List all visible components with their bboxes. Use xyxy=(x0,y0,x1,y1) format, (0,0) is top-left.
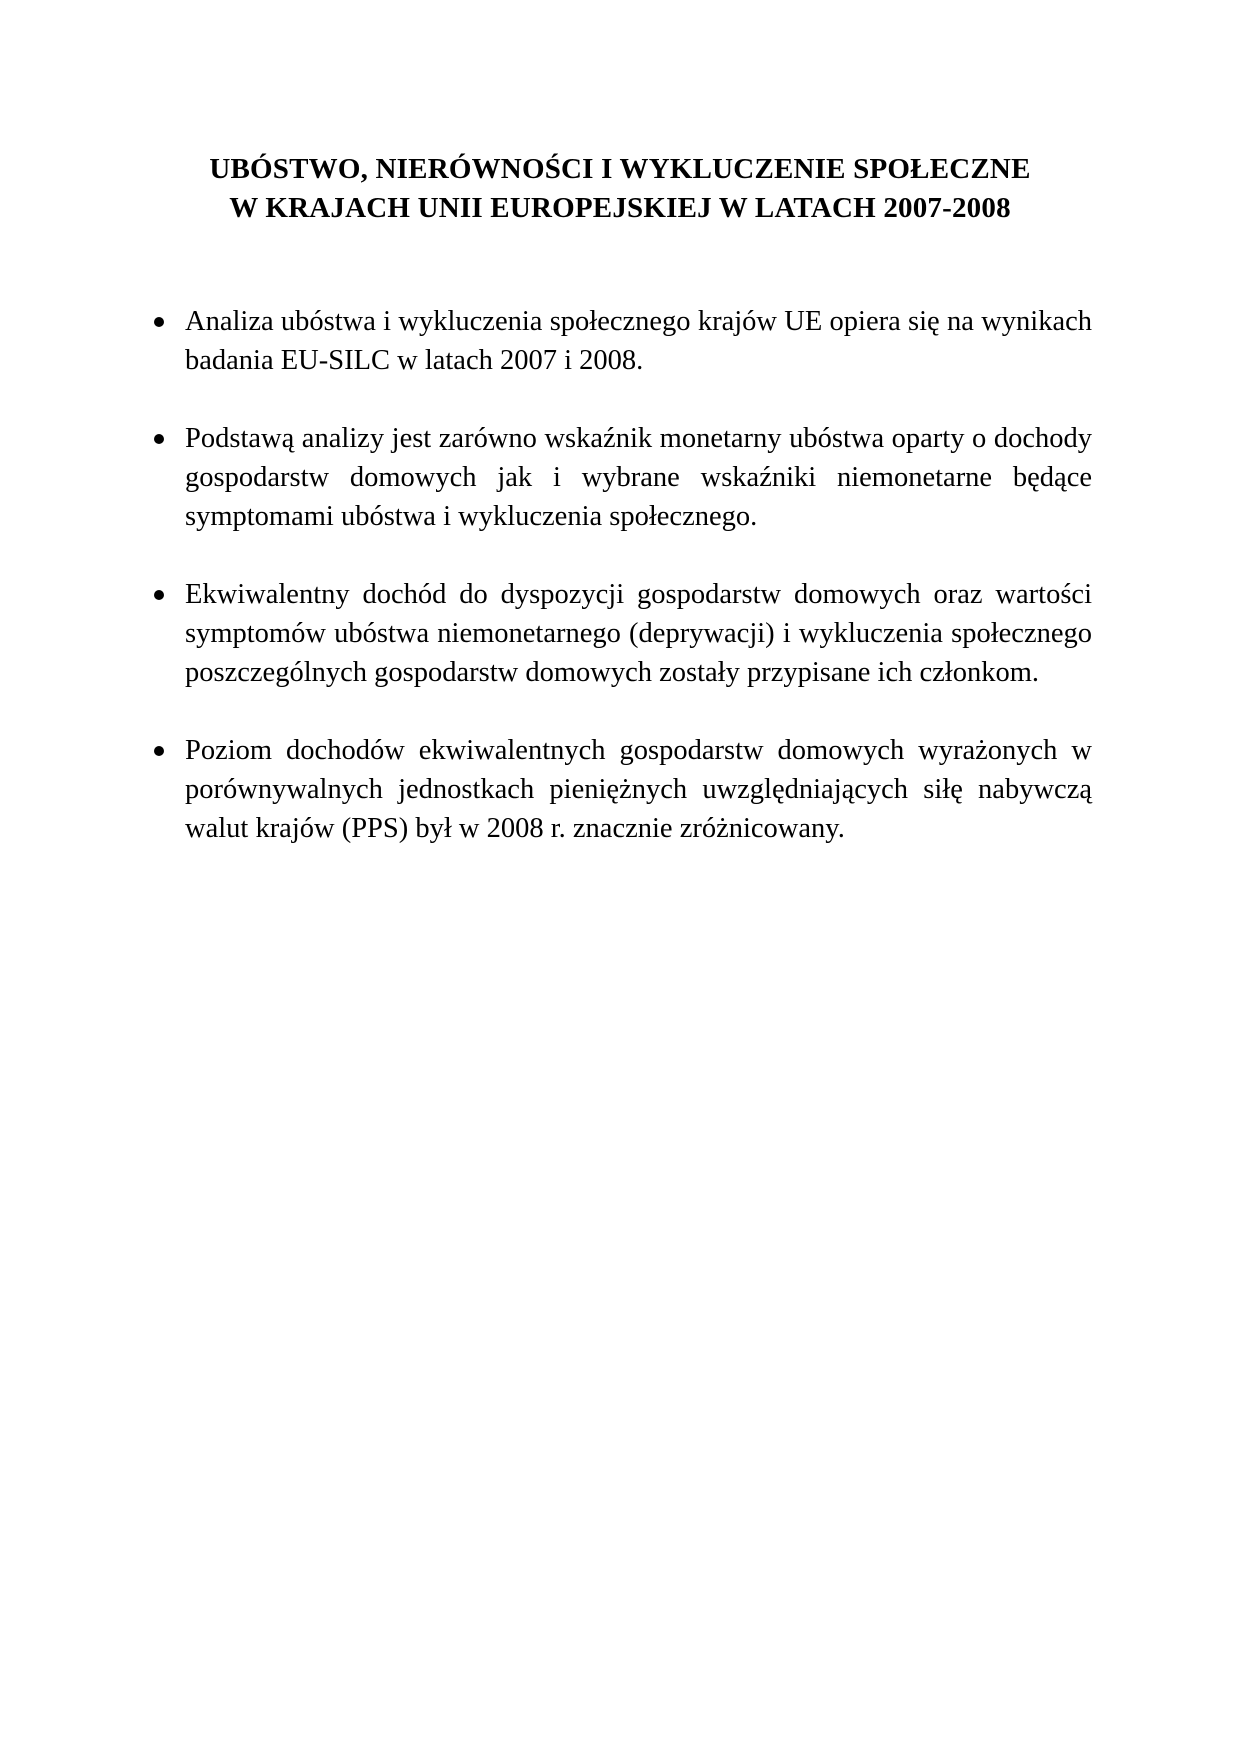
list-item-text: Poziom dochodów ekwiwalentnych gospodarstw domowych wyrażonych w porównywalnych jednostkach pieniężnych uwzględniających siłę nabywczą walut krajów (PPS) był w 2008 r. znacznie zróżnicowany. xyxy=(185,735,1092,844)
list-item-text: Podstawą analizy jest zarówno wskaźnik monetarny ubóstwa oparty o dochody gospodarstw domowych jak i wybrane wskaźniki niemonetarne będące symptomami ubóstwa i wykluczenia społecznego. xyxy=(185,423,1092,532)
title-line-2: W KRAJACH UNII EUROPEJSKIEJ W LATACH 2007-2008 xyxy=(229,192,1011,224)
page-title xyxy=(100,150,1140,228)
bullet-icon xyxy=(154,746,164,756)
list-item xyxy=(150,731,1092,848)
list-item xyxy=(150,302,1092,380)
list-item-text: Ekwiwalentny dochód do dyspozycji gospodarstw domowych oraz wartości symptomów ubóstwa niemonetarnego (deprywacji) i wykluczenia społecznego poszczególnych gospodarstw domowych zostały przypisane ich członkom. xyxy=(185,579,1092,688)
bullet-icon xyxy=(154,317,164,327)
list-item xyxy=(150,575,1092,692)
title-line-1: UBÓSTWO, NIERÓWNOŚCI I WYKLUCZENIE SPOŁECZNE xyxy=(209,153,1031,185)
list-item xyxy=(150,419,1092,536)
bullet-list xyxy=(150,302,1092,887)
list-item-text: Analiza ubóstwa i wykluczenia społecznego krajów UE opiera się na wynikach badania EU-SILC w latach 2007 i 2008. xyxy=(185,306,1092,376)
bullet-icon xyxy=(154,434,164,444)
bullet-icon xyxy=(154,590,164,600)
